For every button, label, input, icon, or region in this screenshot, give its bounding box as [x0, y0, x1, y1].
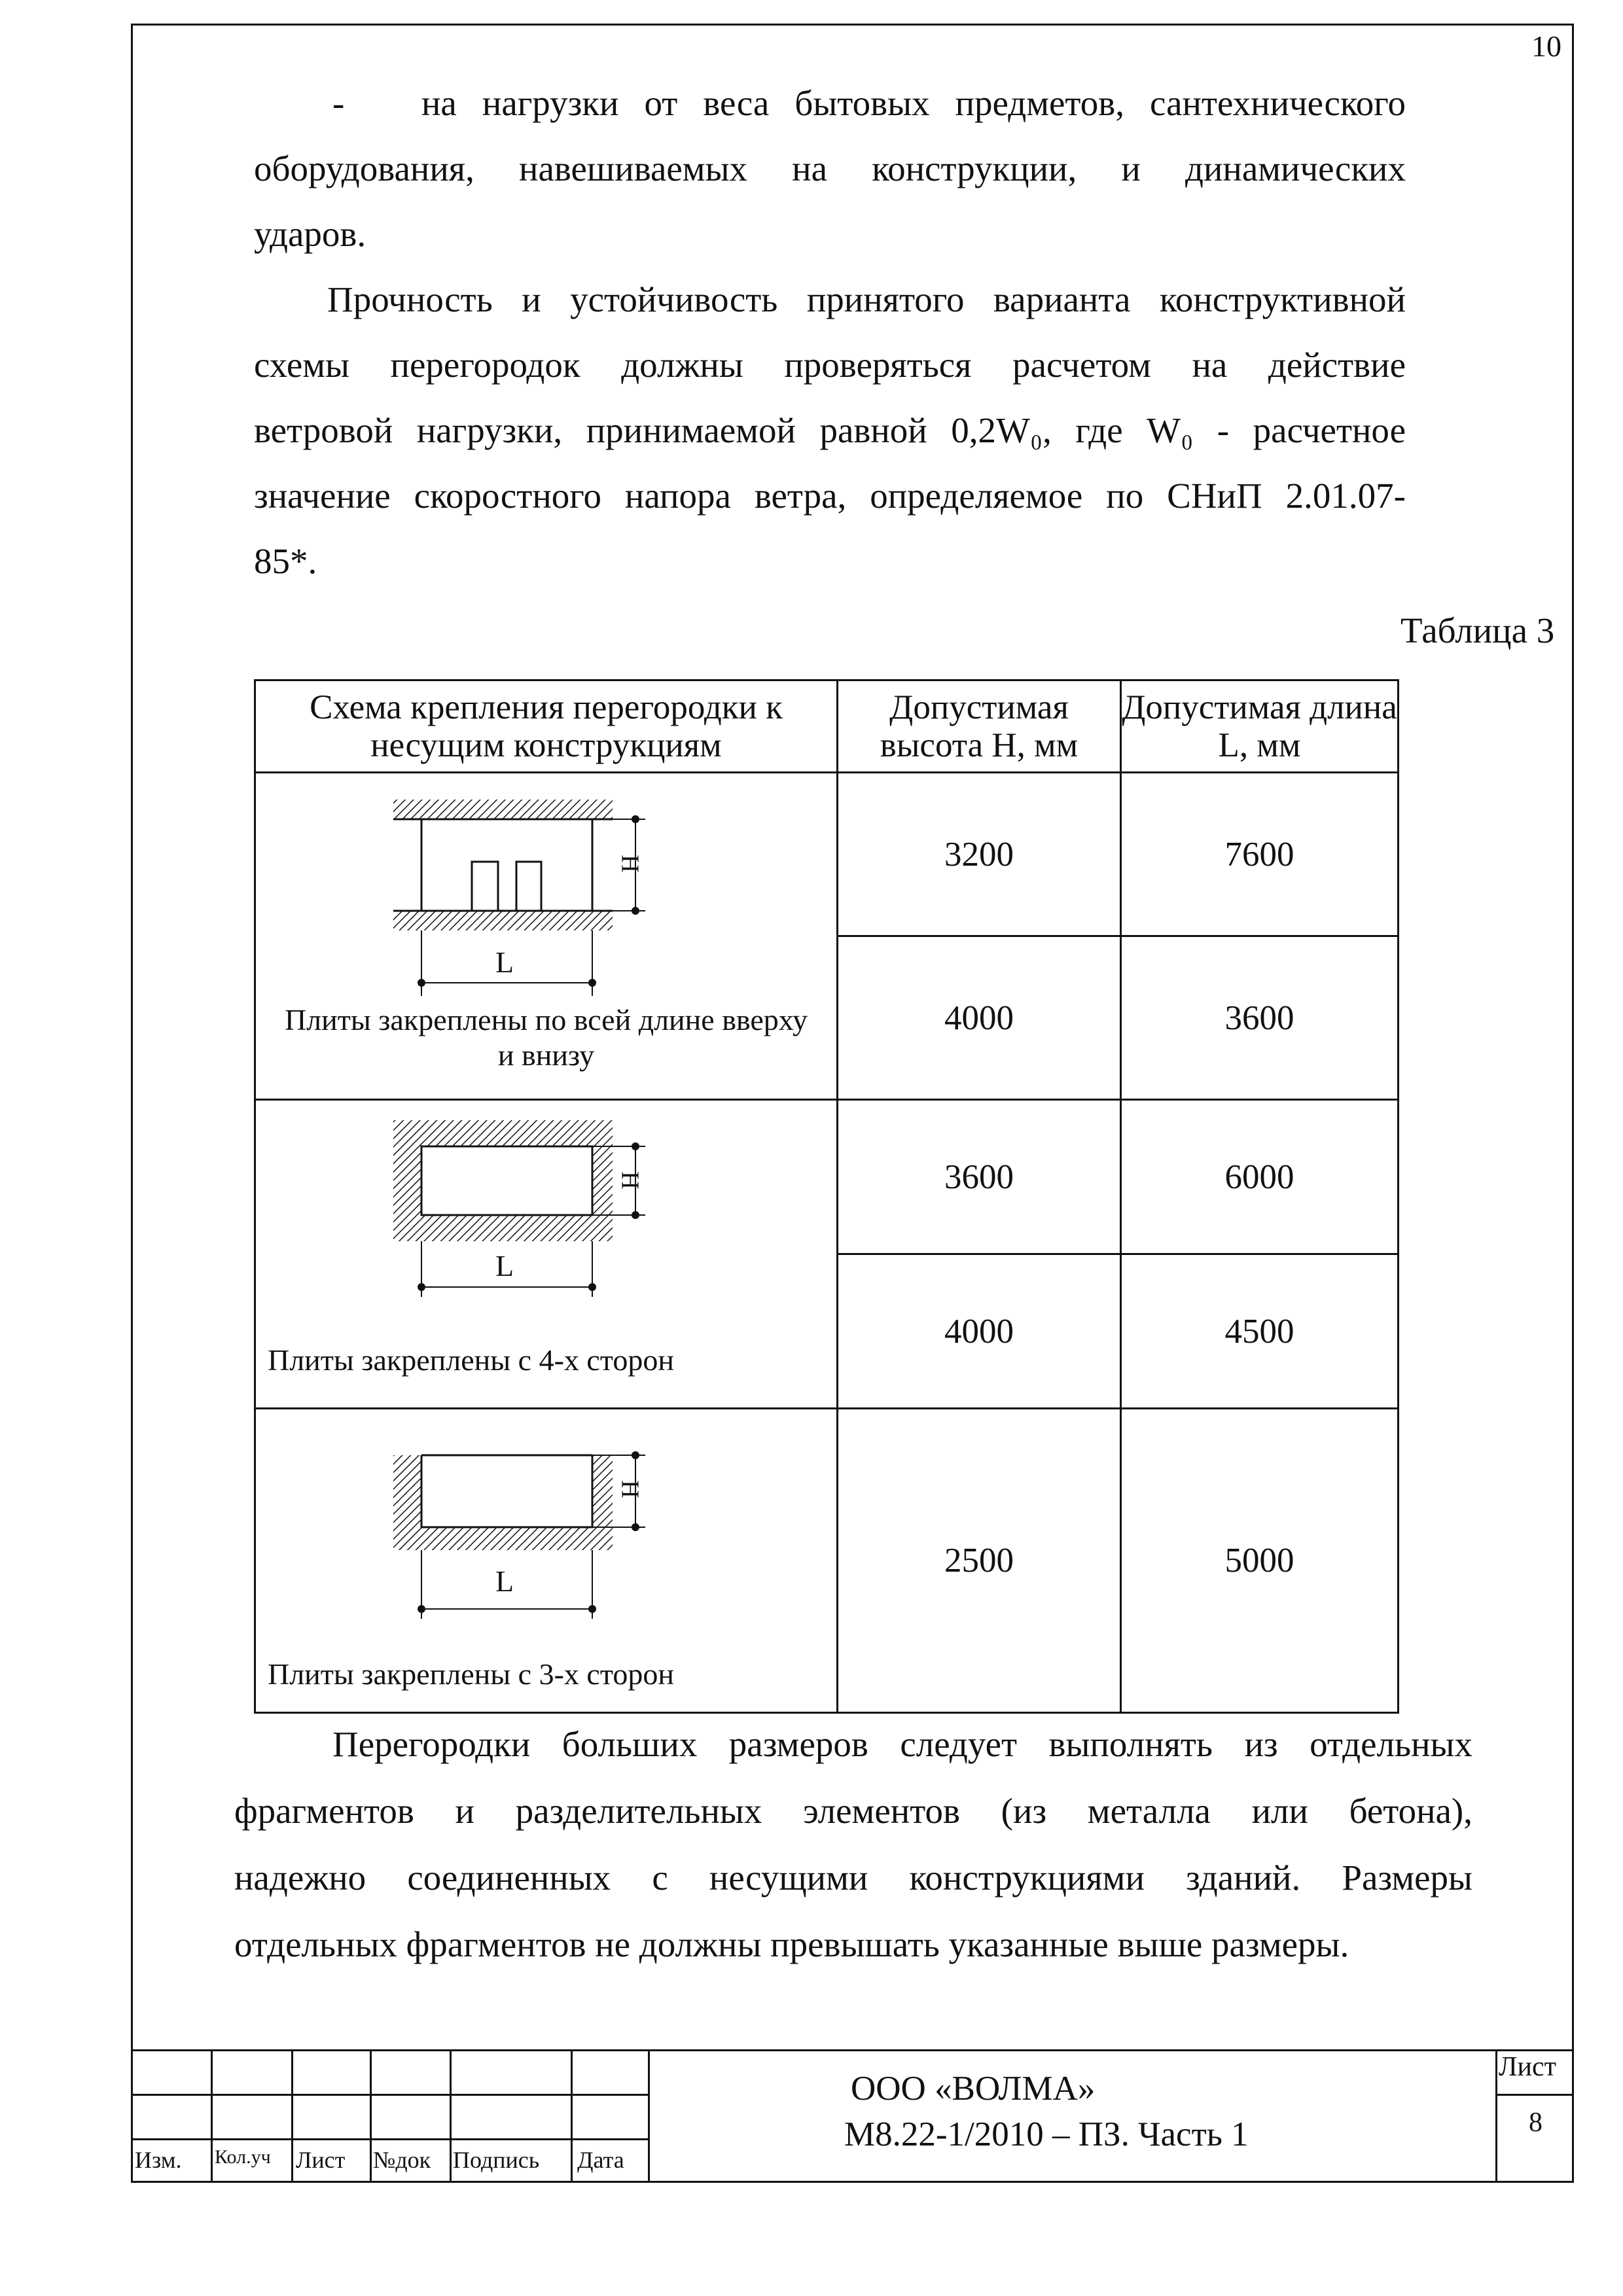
- para2-line5: 85*.: [254, 541, 317, 581]
- header-scheme: Схема крепления перегородки к несущим конструкциям: [255, 680, 838, 773]
- cell-length: 4500: [1121, 1254, 1399, 1409]
- stamp-label-docno: №док: [373, 2147, 431, 2173]
- document-code: М8.22-1/2010 – ПЗ. Часть 1: [844, 2115, 1249, 2153]
- cell-length: 3600: [1121, 936, 1399, 1100]
- cell-height: 3200: [838, 773, 1121, 936]
- para2-line3: ветровой нагрузки, принимаемой равной 0,2W₀, где W₀ - расчетное: [254, 410, 1406, 450]
- stamp-label-signature: Подпись: [453, 2147, 540, 2173]
- para3-line3: надежно соединенных с несущими конструкциями зданий. Размеры: [234, 1858, 1472, 1898]
- scheme-four-sides-drawing: [256, 1101, 838, 1303]
- para3-line2: фрагментов и разделительных элементов (из металла или бетона),: [234, 1791, 1472, 1831]
- spec-table: [254, 679, 1399, 1714]
- label-l: L: [495, 945, 514, 979]
- cell-length: 5000: [1121, 1409, 1399, 1713]
- table-row: [255, 1100, 1399, 1254]
- cell-length: 7600: [1121, 773, 1399, 936]
- stamp-label-qty: Кол.уч: [215, 2146, 271, 2168]
- label-h: Н: [616, 1480, 644, 1498]
- scheme-cell-four-sides: [255, 1100, 838, 1409]
- table-row: [255, 773, 1399, 936]
- para2-line1: Прочность и устойчивость принятого варианта конструктивной: [327, 279, 1406, 319]
- para1-line1-text: на нагрузки от веса бытовых предметов, сантехнического: [421, 83, 1406, 123]
- label-h: Н: [616, 1171, 644, 1190]
- page-number: 10: [1531, 29, 1561, 63]
- para3-line1: Перегородки больших размеров следует выполнять из отдельных: [332, 1724, 1472, 1764]
- para2-line4: значение скоростного напора ветра, определяемое по СНиП 2.01.07-: [254, 476, 1406, 516]
- header-length: Допустимая длина L, мм: [1121, 680, 1399, 773]
- header-height: Допустимая высота Н, мм: [838, 680, 1121, 773]
- cell-height: 3600: [838, 1100, 1121, 1254]
- table-caption: Таблица 3: [1400, 610, 1555, 650]
- para1-line3: ударов.: [254, 214, 366, 254]
- scheme-top-bottom: [256, 773, 836, 1002]
- label-l: L: [495, 1249, 514, 1282]
- scheme-cell-top-bottom: [255, 773, 838, 1100]
- organization-name: ООО «ВОЛМА»: [851, 2070, 1096, 2108]
- cell-height: 4000: [838, 936, 1121, 1100]
- scheme-three-sides-drawing: [256, 1409, 838, 1625]
- stamp-label-sheet: Лист: [296, 2147, 346, 2173]
- scheme-four-sides: [256, 1101, 836, 1303]
- para1-line2: оборудования, навешиваемых на конструкции, и динамических: [254, 149, 1406, 188]
- cell-height: 4000: [838, 1254, 1121, 1409]
- scheme-caption: Плиты закреплены с 3-х сторон: [268, 1657, 674, 1691]
- label-l: L: [495, 1564, 514, 1598]
- label-h: Н: [616, 855, 644, 873]
- sheet-label: Лист: [1499, 2052, 1556, 2082]
- scheme-top-bottom-drawing: [256, 773, 838, 1002]
- sheet-number: 8: [1529, 2108, 1543, 2138]
- para3-line4: отдельных фрагментов не должны превышать указанные выше размеры.: [234, 1924, 1349, 1964]
- para2-line2: схемы перегородок должны проверяться расчетом на действие: [254, 345, 1406, 385]
- stamp-label-change: Изм.: [135, 2147, 182, 2173]
- table-row: [255, 1409, 1399, 1713]
- scheme-caption: Плиты закреплены с 4-х сторон: [268, 1343, 674, 1377]
- scheme-caption: Плиты закреплены по всей длине вверху и внизу: [284, 1003, 808, 1072]
- scheme-cell-three-sides: [255, 1409, 838, 1713]
- cell-height: 2500: [838, 1409, 1121, 1713]
- table-header-row: [255, 680, 1399, 773]
- stamp-label-date: Дата: [577, 2147, 624, 2173]
- scheme-three-sides: [256, 1409, 836, 1625]
- cell-length: 6000: [1121, 1100, 1399, 1254]
